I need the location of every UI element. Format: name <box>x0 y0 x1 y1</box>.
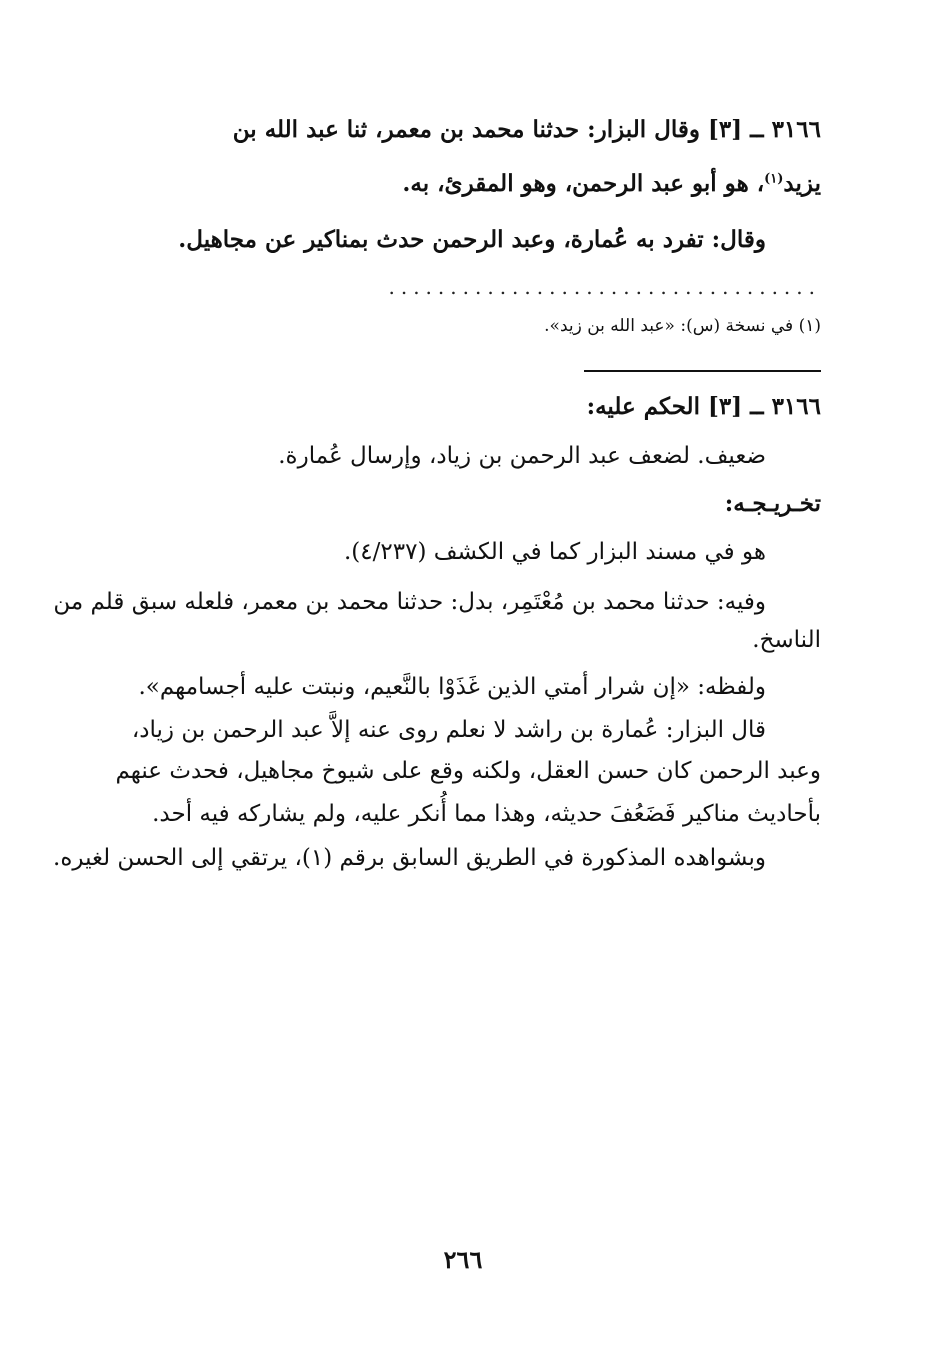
hadith-line-3: وقال: تفرد به عُمارة، وعبد الرحمن حدث بمناكير عن مجاهيل. <box>178 226 766 253</box>
hadith-line-1: ٣١٦٦ ــ [٣] وقال البزار: حدثنا محمد بن معمر، ثنا عبد الله بن <box>232 116 821 143</box>
takhrij-paragraph-3: ولفظه: «إن شرار أمتي الذين غَذَوْا بالنَّعيم، ونبتت عليه أجسامهم». <box>138 674 766 700</box>
ruling-heading: ٣١٦٦ ــ [٣] الحكم عليه: <box>586 393 821 420</box>
ruling-text: ضعيف. لضعف عبد الرحمن بن زياد، وإرسال عُمارة. <box>278 443 766 469</box>
takhrij-paragraph-2-line-2: الناسخ. <box>752 627 821 653</box>
takhrij-heading: تخـريـجـه: <box>724 490 821 517</box>
hadith-line-2-start: يزيد <box>783 170 821 197</box>
footnote-reference: (١) <box>764 171 784 187</box>
hadith-line-2-end: ، هو أبو عبد الرحمن، وهو المقرئ، به. <box>402 170 765 197</box>
separator-dots: ................................... <box>388 275 821 299</box>
takhrij-paragraph-4-line-3: بأحاديث مناكير فَضَعُفَ حديثه، وهذا مما أُنكر عليه، ولم يشاركه فيه أحد. <box>152 801 821 827</box>
takhrij-paragraph-2-line-1: وفيه: حدثنا محمد بن مُعْتَمِر، بدل: حدثنا محمد بن معمر، فلعله سبق قلم من <box>53 589 766 615</box>
takhrij-paragraph-5: وبشواهده المذكورة في الطريق السابق برقم (١)، يرتقي إلى الحسن لغيره. <box>53 845 766 871</box>
hadith-line-2 <box>101 157 821 211</box>
footnote: (١) في نسخة (س): «عبد الله بن زيد». <box>544 316 821 336</box>
page-number: ٢٦٦ <box>443 1245 483 1274</box>
takhrij-paragraph-4-line-2: وعبد الرحمن كان حسن العقل، ولكنه وقع على شيوخ مجاهيل، فحدث عنهم <box>115 758 821 784</box>
section-divider <box>584 370 821 372</box>
takhrij-paragraph-4-line-1: قال البزار: عُمارة بن راشد لا نعلم روى عنه إلاَّ عبد الرحمن بن زياد، <box>131 717 766 743</box>
takhrij-paragraph-1: هو في مسند البزار كما في الكشف (٤/٢٣٧). <box>343 539 766 565</box>
